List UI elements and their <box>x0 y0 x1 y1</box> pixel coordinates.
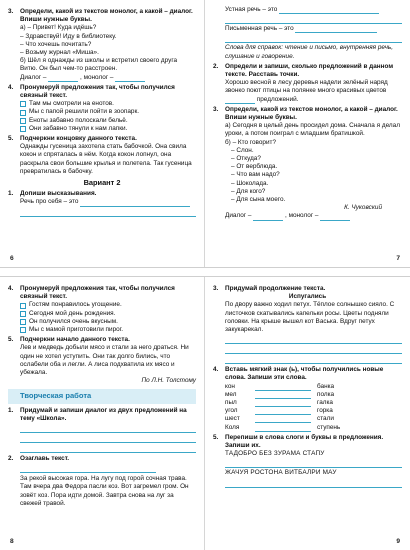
page-6 <box>0 0 205 267</box>
page-7 <box>205 0 410 267</box>
word: горка <box>317 407 333 415</box>
answer-label: , монолог – <box>285 212 319 220</box>
story-title: Испугались <box>288 293 327 301</box>
word: пыл <box>225 399 237 407</box>
word: шест <box>225 415 240 423</box>
answer-blank[interactable] <box>255 424 311 432</box>
line: – Для сына моего. <box>231 196 286 204</box>
answer-line <box>8 198 196 206</box>
line: – Возьму журнал «Миша». <box>20 49 99 57</box>
task-number: 2. <box>213 62 219 70</box>
paragraph: По двору важно ходил петух. Тёплое солнышко сияло. С листочков скатывались капельки росы. Цветы подняли головки. На крыше вышел кот Васька. Вдруг петух закукарекал. <box>225 301 395 334</box>
checkbox-item <box>8 301 196 309</box>
page-number: 8 <box>10 537 14 545</box>
answer-label: Речь про себя – это <box>20 198 79 206</box>
writing-line[interactable] <box>225 345 402 354</box>
number-box[interactable] <box>20 126 26 132</box>
answer-label: Диалог – <box>20 73 47 81</box>
answer-line <box>213 6 402 14</box>
writing-line[interactable] <box>20 434 196 443</box>
answer-blank[interactable] <box>255 415 311 423</box>
number-box[interactable] <box>20 118 26 124</box>
writing-line[interactable] <box>225 335 402 344</box>
task-number: 3. <box>213 285 219 292</box>
word: угол <box>225 407 238 415</box>
texts <box>213 122 402 220</box>
answer-line <box>213 96 402 104</box>
answer-blank[interactable] <box>255 383 311 391</box>
line: – Слон. <box>231 146 254 154</box>
spread-pages-8-9 <box>0 276 410 550</box>
checkbox-item <box>8 326 196 334</box>
answer-blank[interactable] <box>253 213 283 221</box>
task-text: Определи, какой из текстов монолог, а какой – диалог. Впиши нужные буквы. <box>225 105 398 122</box>
answer-label: Устная речь – это <box>225 6 278 13</box>
task-text: Придумай и запиши диалог из двух предложений на тему «Школа». <box>20 406 187 422</box>
task-1-creative <box>8 407 196 423</box>
task-text: Пронумеруй предложения так, чтобы получился связный текст. <box>20 83 175 100</box>
task-text: Подчеркни начало данного текста. <box>20 336 130 344</box>
paragraph: За рекой высокая гора. На лугу под горой сочная трава. Там вчера два Федора пасли коз. Вот загремел гром. Он зовёт коз. Пора идти домой. Завтра снова на луг за свежей травой. <box>20 475 189 507</box>
word-pair-row <box>213 391 402 399</box>
task-3-p7 <box>213 106 402 122</box>
word-pair-row <box>213 415 402 423</box>
writing-line[interactable] <box>20 208 196 217</box>
task-5-creative <box>213 434 402 450</box>
item-text: Мы с мамой приготовили пирог. <box>29 326 124 334</box>
hint-text: Слова для справок: чтение и письмо, внутренняя речь, слушание и говорение. <box>225 44 394 60</box>
task-text: Пронумеруй предложения так, чтобы получился связный текст. <box>20 285 175 301</box>
page-number: 6 <box>10 254 14 262</box>
item-text: Сегодня мой день рождения. <box>29 309 116 317</box>
item-text: Еноты забавно полоскали бельё. <box>29 116 128 124</box>
task-number: 5. <box>8 135 14 143</box>
item-text: Там мы смотрели на енотов. <box>29 100 114 108</box>
number-box[interactable] <box>20 319 26 325</box>
task-number: 3. <box>8 8 14 15</box>
number-box[interactable] <box>20 311 26 317</box>
number-box[interactable] <box>20 303 26 309</box>
task-number: 1. <box>8 406 14 414</box>
task-number: 5. <box>213 433 219 441</box>
task-number: 5. <box>8 336 14 344</box>
author: К. Чуковский <box>344 204 382 212</box>
word: галка <box>317 399 333 407</box>
writing-line[interactable] <box>225 459 402 468</box>
task-number: 4. <box>8 83 14 91</box>
answer-label: , монолог – <box>80 73 114 81</box>
task-3-creative <box>213 285 402 293</box>
line: – Откуда? <box>231 155 261 163</box>
page-number: 7 <box>396 254 400 262</box>
answer-blank[interactable] <box>80 199 190 207</box>
word: ступень <box>317 423 341 431</box>
checkbox-item <box>8 108 196 116</box>
variant-heading: Вариант 2 <box>83 178 121 188</box>
monolog-text-a: а) Сегодня в целый день просидел дома. Сначала я делал уроки, а потом поиграл с младшим братишкой. <box>225 122 400 138</box>
task-4-p8 <box>8 285 196 301</box>
page-9 <box>205 277 410 550</box>
section-heading: Творческая работа <box>8 389 196 403</box>
line: б) – Кто говорит? <box>225 138 277 146</box>
word: мел <box>225 390 237 398</box>
task-number: 4. <box>8 285 14 292</box>
answer-blank[interactable] <box>279 6 379 14</box>
task-number: 1. <box>8 190 14 198</box>
task-number: 3. <box>213 105 219 113</box>
answer-blank[interactable] <box>225 96 255 104</box>
number-box[interactable] <box>20 327 26 333</box>
answer-blank[interactable] <box>115 74 145 82</box>
line: – Что вам надо? <box>231 171 280 179</box>
word: банка <box>317 382 335 390</box>
answer-line <box>225 212 402 220</box>
checkbox-item <box>8 117 196 125</box>
task-text: Определи и запиши, сколько предложений в данном тексте. Расставь точки. <box>225 62 394 79</box>
task-text: Придумай продолжение текста. <box>225 285 326 292</box>
answer-line <box>213 25 402 33</box>
task-text: Подчеркни концовку данного текста. <box>20 135 137 143</box>
paragraph: Хорошо весной в лесу деревья надели зелёный наряд звонко поют птицы на полянке много красивых цветов <box>225 79 388 95</box>
scrambled-line: ЖАЧУЯ РОСТОНА ВИТБАЛРИ МАУ <box>225 469 337 477</box>
answer-blank[interactable] <box>255 407 311 415</box>
checkbox-item <box>8 125 196 133</box>
word-pair-row <box>213 399 402 407</box>
line: – От верблюда. <box>231 163 278 171</box>
task-text: Допиши высказывания. <box>20 190 97 198</box>
spread-gap <box>0 268 410 276</box>
task-4-creative <box>213 366 402 382</box>
answer-blank[interactable] <box>295 25 377 33</box>
answer-line <box>20 74 196 82</box>
word-pair-row <box>213 424 402 432</box>
word: стали <box>317 415 334 423</box>
writing-line[interactable] <box>225 355 402 364</box>
answer-label: Письменная речь – это <box>225 25 294 33</box>
item-text: Мы с папой решили пойти в зоопарк. <box>29 108 140 116</box>
writing-line[interactable] <box>20 444 196 453</box>
task-3-p6 <box>8 8 196 24</box>
task-text: Определи, какой из текстов монолог, а какой – диалог. Впиши нужные буквы. <box>20 8 193 24</box>
task-4-p6 <box>8 84 196 100</box>
line: – Шоколада. <box>231 179 269 187</box>
task-text: Перепиши в слова слоги и буквы в предложения. Запиши их. <box>225 433 384 450</box>
dialog-text-a <box>8 24 196 81</box>
paragraph: Однажды гусеница захотела стать бабочкой. Она свила кокон и спряталась в нём. Когда кокон лопнул, она раскрыла свои большие крылья и полетела. Так гусеница превратилась в бабочку. <box>20 143 192 175</box>
answer-blank[interactable] <box>255 399 311 407</box>
word-pair-row <box>213 407 402 415</box>
word: кон <box>225 382 235 390</box>
answer-blank[interactable] <box>48 74 78 82</box>
line: – Что хочешь почитать? <box>20 40 92 48</box>
task-number: 2. <box>8 455 14 463</box>
item-text: Они забавно тянули к нам лапки. <box>29 124 128 132</box>
task-number: 4. <box>213 366 219 374</box>
title-line[interactable] <box>20 464 156 473</box>
author: По Л.Н. Толстому <box>141 377 196 385</box>
checkbox-item <box>8 310 196 318</box>
item-text: Он получился очень вкусным. <box>29 317 118 325</box>
checkbox-item <box>8 318 196 326</box>
line: а) – Привет! Куда идёшь? <box>20 24 97 32</box>
word: Коля <box>225 423 240 431</box>
task-2-creative <box>8 455 196 463</box>
line: – Для кого? <box>231 187 266 195</box>
number-box[interactable] <box>20 101 26 107</box>
answer-label: предложений. <box>256 95 299 103</box>
word: полка <box>317 390 335 398</box>
line: – Здравствуй! Иду в библиотеку. <box>20 32 117 40</box>
task-text: Вставь мягкий знак (ь), чтобы получились новые слова. Запиши эти слова. <box>225 366 384 382</box>
answer-blank[interactable] <box>255 391 311 399</box>
page-8 <box>0 277 205 550</box>
number-box[interactable] <box>20 110 26 116</box>
task-text: Озаглавь текст. <box>20 455 70 463</box>
word-pair-row <box>213 383 402 391</box>
spread-pages-6-7 <box>0 0 410 268</box>
paragraph: Лев и медведь добыли мясо и стали за него драться. Ни один не хотел уступить. Они так долго бились, что ослабели оба и легли. А лиса подхватила их мясо и убежала. <box>20 344 189 377</box>
page-number: 9 <box>396 537 400 545</box>
writing-line[interactable] <box>225 34 402 43</box>
item-text: Гостям понравилось угощение. <box>29 301 122 309</box>
answer-blank[interactable] <box>320 213 350 221</box>
answer-label: Диалог – <box>225 212 252 220</box>
writing-line[interactable] <box>225 15 402 24</box>
scrambled-line: ТАДОБРО БЕЗ ЗУРАМА СТАПУ <box>225 450 325 458</box>
writing-line[interactable] <box>225 479 402 488</box>
task-2-p7 <box>213 63 402 79</box>
writing-line[interactable] <box>20 424 196 433</box>
monolog-text-b: б) Шёл я однажды из школы и встретил своего друга Витю. Он был чем-то расстроен. <box>20 57 178 73</box>
